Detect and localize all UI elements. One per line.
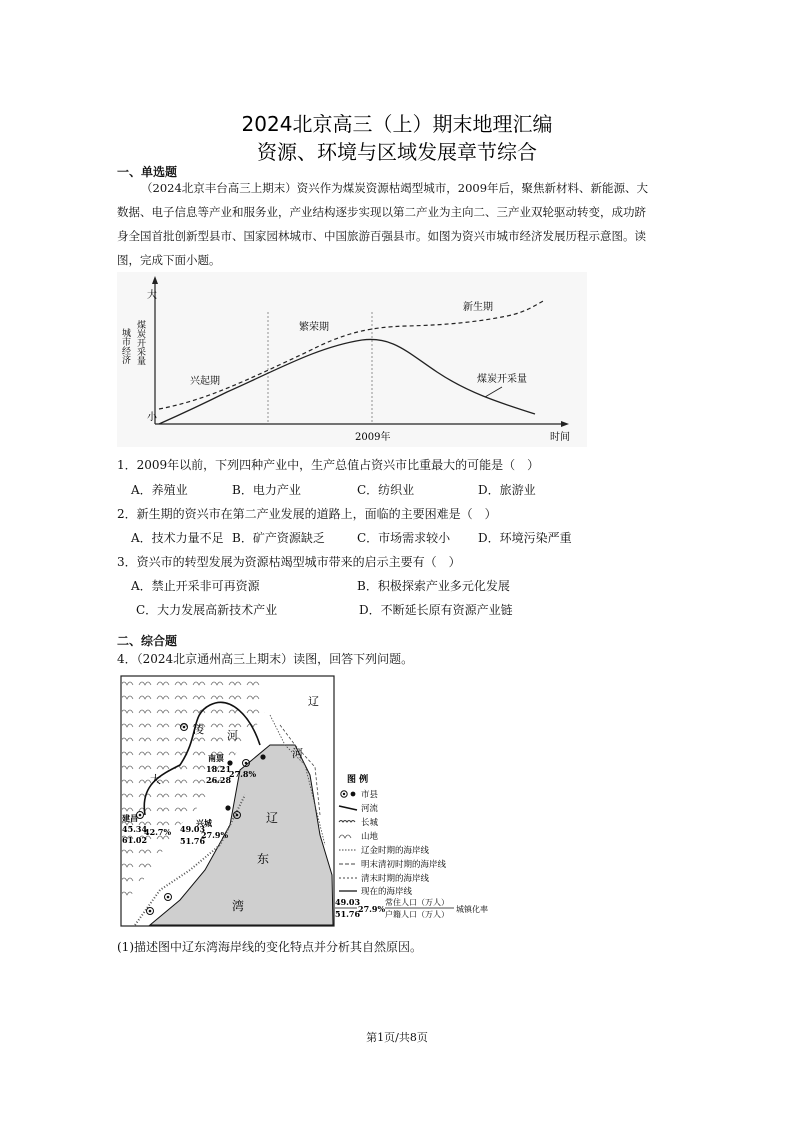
legend-sample-registered: 51.76	[335, 909, 361, 919]
legend-title: 图 例	[347, 775, 369, 785]
map-char-he1: 河	[227, 729, 238, 742]
xingcheng-registered: 51.76	[180, 836, 206, 846]
legend-latqing-coast: 清末时期的海岸线	[361, 874, 430, 884]
q3-option-b: B．积极探索产业多元化发展	[357, 579, 510, 593]
q2-option-a: A．技术力量不足	[131, 531, 224, 545]
question-1: 1．2009年以前，下列四种产业中，生产总值占资兴市比重最大的可能是（ ）	[117, 458, 540, 472]
intro-line-3: 身全国首批创新型县市、国家园林城市、中国旅游百强县市。如图为资兴市城市经济发展历程示意图。读	[117, 229, 646, 243]
section-heading-1: 一、单选题	[117, 165, 178, 179]
legend-urbanization: 城镇化率	[456, 905, 488, 914]
bay-char-3: 湾	[232, 899, 245, 913]
x-axis-label: 时间	[550, 432, 570, 443]
nanpiao-label: 南票	[208, 753, 224, 763]
legend-resident: 常住人口（万人）	[385, 898, 449, 907]
y-big-label: 大	[147, 290, 157, 301]
question-3: 3．资兴市的转型发展为资源枯竭型城市带来的启示主要有（ ）	[117, 555, 461, 569]
y-axis-label-coal: 煤炭开采量	[135, 320, 145, 365]
y-axis-label-economy: 城市经济	[120, 328, 130, 364]
legend-present-coast: 现在的海岸线	[361, 887, 413, 897]
q3-option-a: A．禁止开采非可再资源	[131, 579, 260, 593]
stage-rise-label: 兴起期	[190, 376, 220, 387]
q3-option-c: C．大力发展高新技术产业	[136, 603, 278, 617]
map-char-he2: 河	[292, 747, 303, 760]
nanpiao-registered: 26.28	[206, 775, 232, 785]
q1-option-b: B．电力产业	[232, 483, 301, 497]
jianchang-rate: 42.7%	[144, 827, 172, 837]
bay-char-1: 辽	[266, 811, 279, 825]
section-heading-2: 二、综合题	[117, 634, 178, 648]
xingcheng-resident: 49.03	[180, 824, 206, 834]
xingcheng-rate: 27.9%	[201, 830, 229, 840]
legend-city: 市县	[361, 790, 379, 800]
q2-option-b: B．矿产资源缺乏	[232, 531, 325, 545]
intro-line-4: 图，完成下面小题。	[117, 253, 221, 267]
legend-sample-rate: 27.9%	[358, 904, 386, 914]
page-subtitle: 资源、环境与区域发展章节综合	[257, 140, 537, 164]
q2-option-c: C．市场需求较小	[357, 531, 451, 545]
map-char-da: 大	[150, 773, 161, 786]
legend-mountain: 山地	[361, 832, 379, 842]
legend-wall: 长城	[361, 818, 379, 828]
y-small-label: 小	[147, 412, 157, 423]
q2-option-d: D．环境污染严重	[478, 531, 572, 545]
q1-option-d: D．旅游业	[478, 483, 536, 497]
legend-sample-resident: 49.03	[335, 897, 361, 907]
economy-chart	[117, 272, 587, 447]
question-4: 4．（2024北京通州高三上期末）读图，回答下列问题。	[117, 652, 414, 666]
q1-option-a: A．养殖业	[131, 483, 188, 497]
jianchang-resident: 45.34	[122, 824, 148, 834]
intro-line-1: （2024北京丰台高三上期末）资兴作为煤炭资源枯竭型城市，2009年后，聚焦新材料、新能源、大	[141, 181, 649, 195]
legend-registered: 户籍人口（万人）	[385, 910, 449, 919]
question-4-1: (1)描述图中辽东湾海岸线的变化特点并分析其自然原因。	[117, 940, 423, 954]
nanpiao-resident: 18.21	[206, 764, 232, 774]
map-char-liao: 辽	[308, 695, 319, 708]
legend-mingqing-coast: 明末清初时期的海岸线	[361, 860, 447, 870]
bay-char-2: 东	[257, 852, 270, 866]
liaodong-bay-map	[120, 675, 335, 927]
question-2: 2．新生期的资兴市在第二产业发展的道路上，面临的主要困难是（ ）	[117, 507, 497, 521]
xingcheng-label: 兴城	[196, 818, 212, 828]
coal-curve-label: 煤炭开采量	[477, 374, 527, 385]
q1-option-c: C．纺织业	[357, 483, 415, 497]
map-legend	[335, 772, 515, 920]
page-footer: 第1页/共8页	[366, 1031, 428, 1044]
legend-river: 河流	[361, 804, 379, 814]
jianchang-label: 建昌	[122, 813, 138, 823]
stage-boom-label: 繁荣期	[299, 322, 329, 333]
map-char-ling: 凌	[193, 723, 204, 736]
legend-liaojin-coast: 辽金时期的海岸线	[361, 846, 430, 856]
x-2009-label: 2009年	[355, 432, 391, 443]
nanpiao-rate: 27.8%	[229, 769, 257, 779]
q3-option-d: D．不断延长原有资源产业链	[359, 603, 513, 617]
page-title: 2024北京高三（上）期末地理汇编	[241, 112, 553, 136]
jianchang-registered: 61.02	[122, 835, 148, 845]
stage-renewal-label: 新生期	[463, 302, 493, 313]
intro-line-2: 数据、电子信息等产业和服务业，产业结构逐步实现以第二产业为主向二、三产业双轮驱动转变，成功跻	[117, 205, 646, 219]
